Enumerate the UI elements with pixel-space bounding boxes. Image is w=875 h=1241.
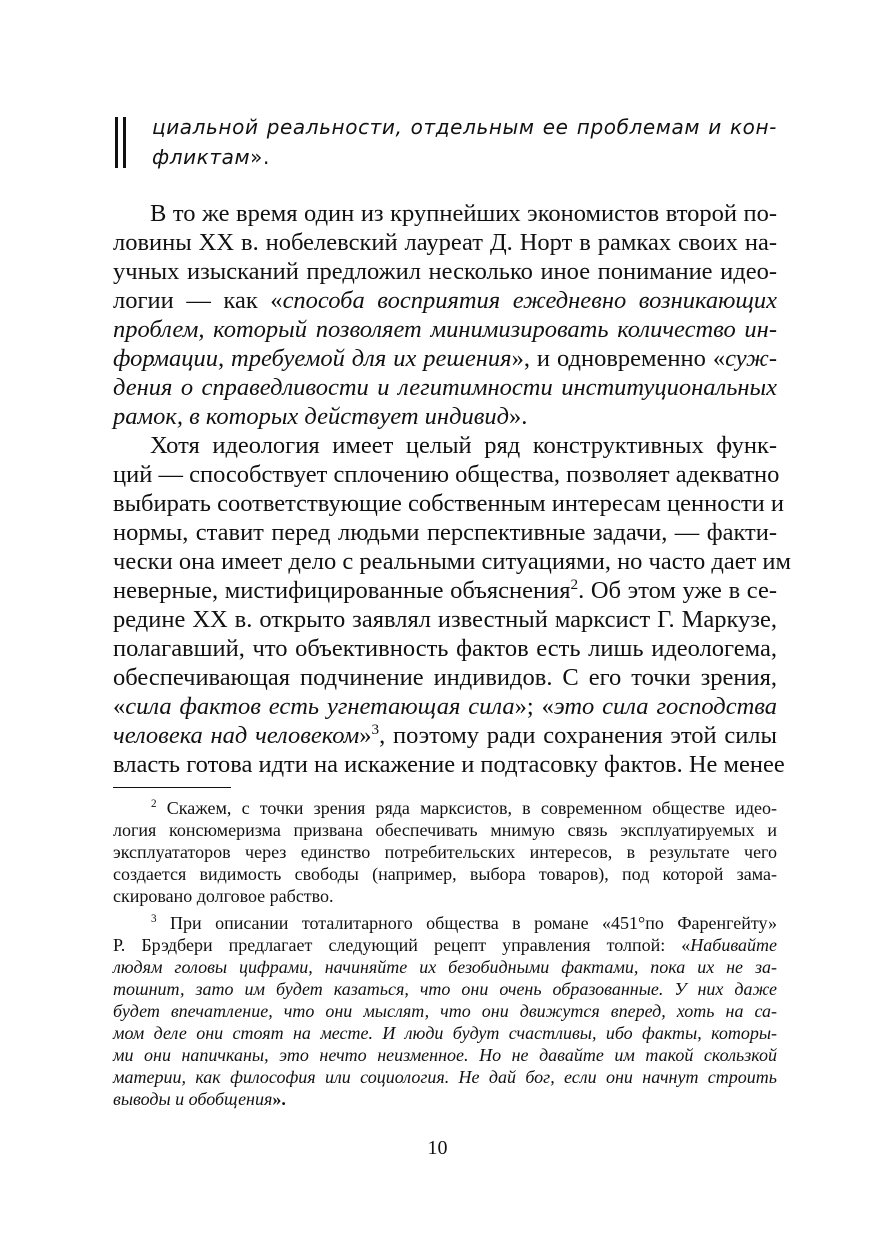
body-line: ловины XX в. нобелевский лауреат Д. Норт в рамках своих на- — [113, 229, 777, 256]
body-line: учных изысканий предложил несколько иное понимание идео- — [113, 258, 777, 285]
footnote-line: выводы и обобщения». — [113, 1089, 286, 1109]
quote-line: фликтам». — [152, 145, 270, 169]
page-number: 10 — [427, 1137, 448, 1159]
body-line: логии — как «способа восприятия ежедневно возникающих — [113, 287, 778, 314]
footnote-line: $^3$ При описании тоталитарного общества в романе «451°по Фаренгейту» — [151, 913, 777, 933]
footnote-line: будет впечатление, что они мыслят, что они движутся вперед, хоть на са- — [113, 1001, 777, 1021]
body-line: полагавший, что объективность фактов есть лишь идеологема, — [113, 635, 777, 662]
footnote-rule — [113, 787, 231, 788]
body-line: «сила фактов есть угнетающая сила»; «это сила господства — [113, 693, 777, 720]
body-line: проблем, который позволяет минимизировать количество ин- — [113, 316, 777, 343]
footnote-line: скировано долговое рабство. — [113, 886, 334, 906]
footnote-line: тошнит, зато им будет казаться, что они очень образованные. У них даже — [113, 979, 777, 999]
footnote-line: материи, как философия или социология. Не дай бог, если они начнут строить — [113, 1067, 777, 1087]
body-line: формации, требуемой для их решения», и одновременно «суж- — [113, 345, 777, 372]
footnote-line: ми они напичканы, это нечто неизменное. Но не давайте им такой скользкой — [113, 1045, 777, 1065]
footnote-ref-2[interactable]: 2 — [570, 575, 579, 593]
body-line: чески она имеет дело с реальными ситуациями, но часто дает им — [113, 548, 792, 575]
body-line: ций — способствует сплочению общества, позволяет адекватно — [113, 461, 780, 488]
footnote-line: создается видимость свободы (например, выбора товаров), под которой зама- — [113, 864, 777, 884]
body-line: рамок, в которых действует индивид». — [113, 403, 528, 430]
footnote-line: логия консюмеризма призвана обеспечивать мнимую связь эксплуатируемых и — [113, 820, 777, 840]
footnote-line: мом деле они стоят на месте. И люди будут счастливы, ибо факты, которы- — [113, 1023, 777, 1043]
body-line: редине XX в. открыто заявлял известный марксист Г. Маркузе, — [113, 606, 777, 633]
body-line: В то же время один из крупнейших экономистов второй по- — [150, 200, 777, 227]
quote-line: циальной реальности, отдельным ее проблемам и кон- — [152, 115, 777, 139]
footnote-line: $^2$ Скажем, с точки зрения ряда марксистов, в современном обществе идео- — [151, 798, 777, 818]
body-line: человека над человеком»$^3$, поэтому ради сохранения этой силы — [113, 720, 777, 749]
quote-bar-right — [123, 117, 126, 168]
body-line: обеспечивающая подчинение индивидов. С его точки зрения, — [113, 664, 777, 691]
footnote-line: эксплуататоров через единство потребительских интересов, в результате чего — [113, 842, 777, 862]
footnote-line: людям головы цифрами, начиняйте их безобидными фактами, пока их не за- — [113, 957, 777, 977]
body-line: дения о справедливости и легитимности институциональных — [113, 374, 777, 401]
footnote-ref-3[interactable]: 3 — [371, 720, 380, 738]
body-line: неверные, мистифицированные объяснения$^2$. Об этом уже в се- — [113, 575, 777, 604]
body-line: Хотя идеология имеет целый ряд конструктивных функ- — [150, 432, 777, 459]
body-line: нормы, ставит перед людьми перспективные задачи, — факти- — [113, 519, 777, 546]
body-line: выбирать соответствующие собственным интересам ценности и — [113, 490, 784, 517]
quote-bar-left — [115, 117, 118, 168]
footnote-line: Р. Брэдбери предлагает следующий рецепт управления толпой: «Набивайте — [113, 935, 777, 955]
body-line: власть готова идти на искажение и подтасовку фактов. Не менее — [113, 751, 785, 778]
